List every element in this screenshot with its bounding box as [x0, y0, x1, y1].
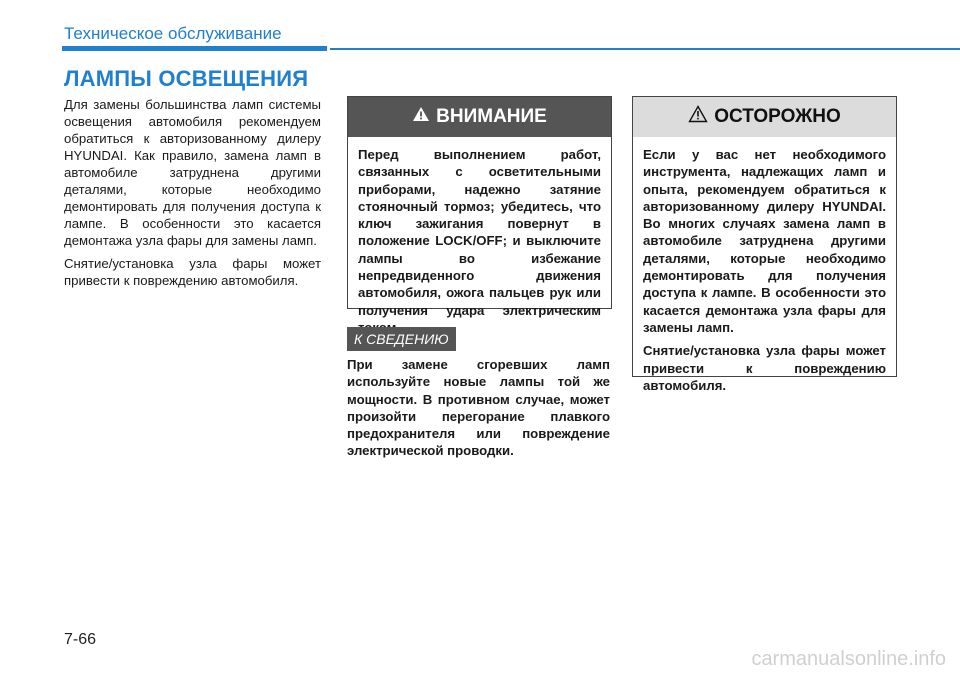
warning-box [347, 96, 612, 318]
caution-header [633, 97, 896, 137]
body-paragraph: Снятие/установка узла фары может привести к повреждению автомобиля. [64, 256, 321, 288]
caution-box [632, 96, 897, 393]
page-number: 7-66 [64, 631, 97, 648]
header-rule-thick [62, 46, 327, 51]
caution-title: ОСТОРОЖНО [714, 106, 841, 127]
left-column [64, 96, 321, 295]
warning-text: Перед выполнением работ, связанных с осветительными приборами, надежно затяние стояночный тормоз; убедитесь, что ключ зажигания повернут в положение LOCK/OFF; и выключите лампы во избежание непредвиденного движения автомобиля, ожога пальцев рук или получения удара электрическим [358, 147, 601, 318]
chapter-title: Техническое обслуживание [64, 24, 282, 43]
watermark: carmanualsonline.info [751, 648, 946, 670]
section-heading: ЛАМПЫ ОСВЕЩЕНИЯ [64, 66, 309, 91]
warning-header [348, 97, 611, 137]
caution-paragraph: Снятие/установка узла фары может привести к повреждению автомобиля. [643, 343, 886, 393]
warning-triangle-outline-icon [688, 105, 708, 129]
info-label: К СВЕДЕНИЮ [347, 327, 456, 351]
body-paragraph: Для замены большинства ламп системы освещения автомобиля рекомендуем обратиться к авторизованному дилеру HYUNDAI. Как правило, замена ламп в автомобиле затруднена другими деталями, которые необходимо демонтировать для получения доступа к лампе. В особенности это касается демонтажа узла фары для замены ламп. [64, 97, 321, 248]
warning-triangle-icon [412, 106, 430, 128]
header-rule-thin [330, 48, 960, 50]
info-text: При замене сгоревших ламп используйте новые лампы той же мощности. В противном случае, может произойти перегорание плавкого предохранителя или повреждение электрической проводки. [347, 357, 610, 459]
warning-title: ВНИМАНИЕ [436, 106, 547, 127]
caution-paragraph: Если у вас нет необходимого инструмента, надлежащих ламп и опыта, рекомендуем обратиться к авторизованному дилеру HYUNDAI. Во многих случаях замена ламп в автомобиле затруднена другими деталями, которые необходимо демонтировать для получения доступа к лампе. В особенности это касается демонтажа узла фары для замены ламп. [643, 147, 886, 335]
caution-body [633, 137, 896, 410]
